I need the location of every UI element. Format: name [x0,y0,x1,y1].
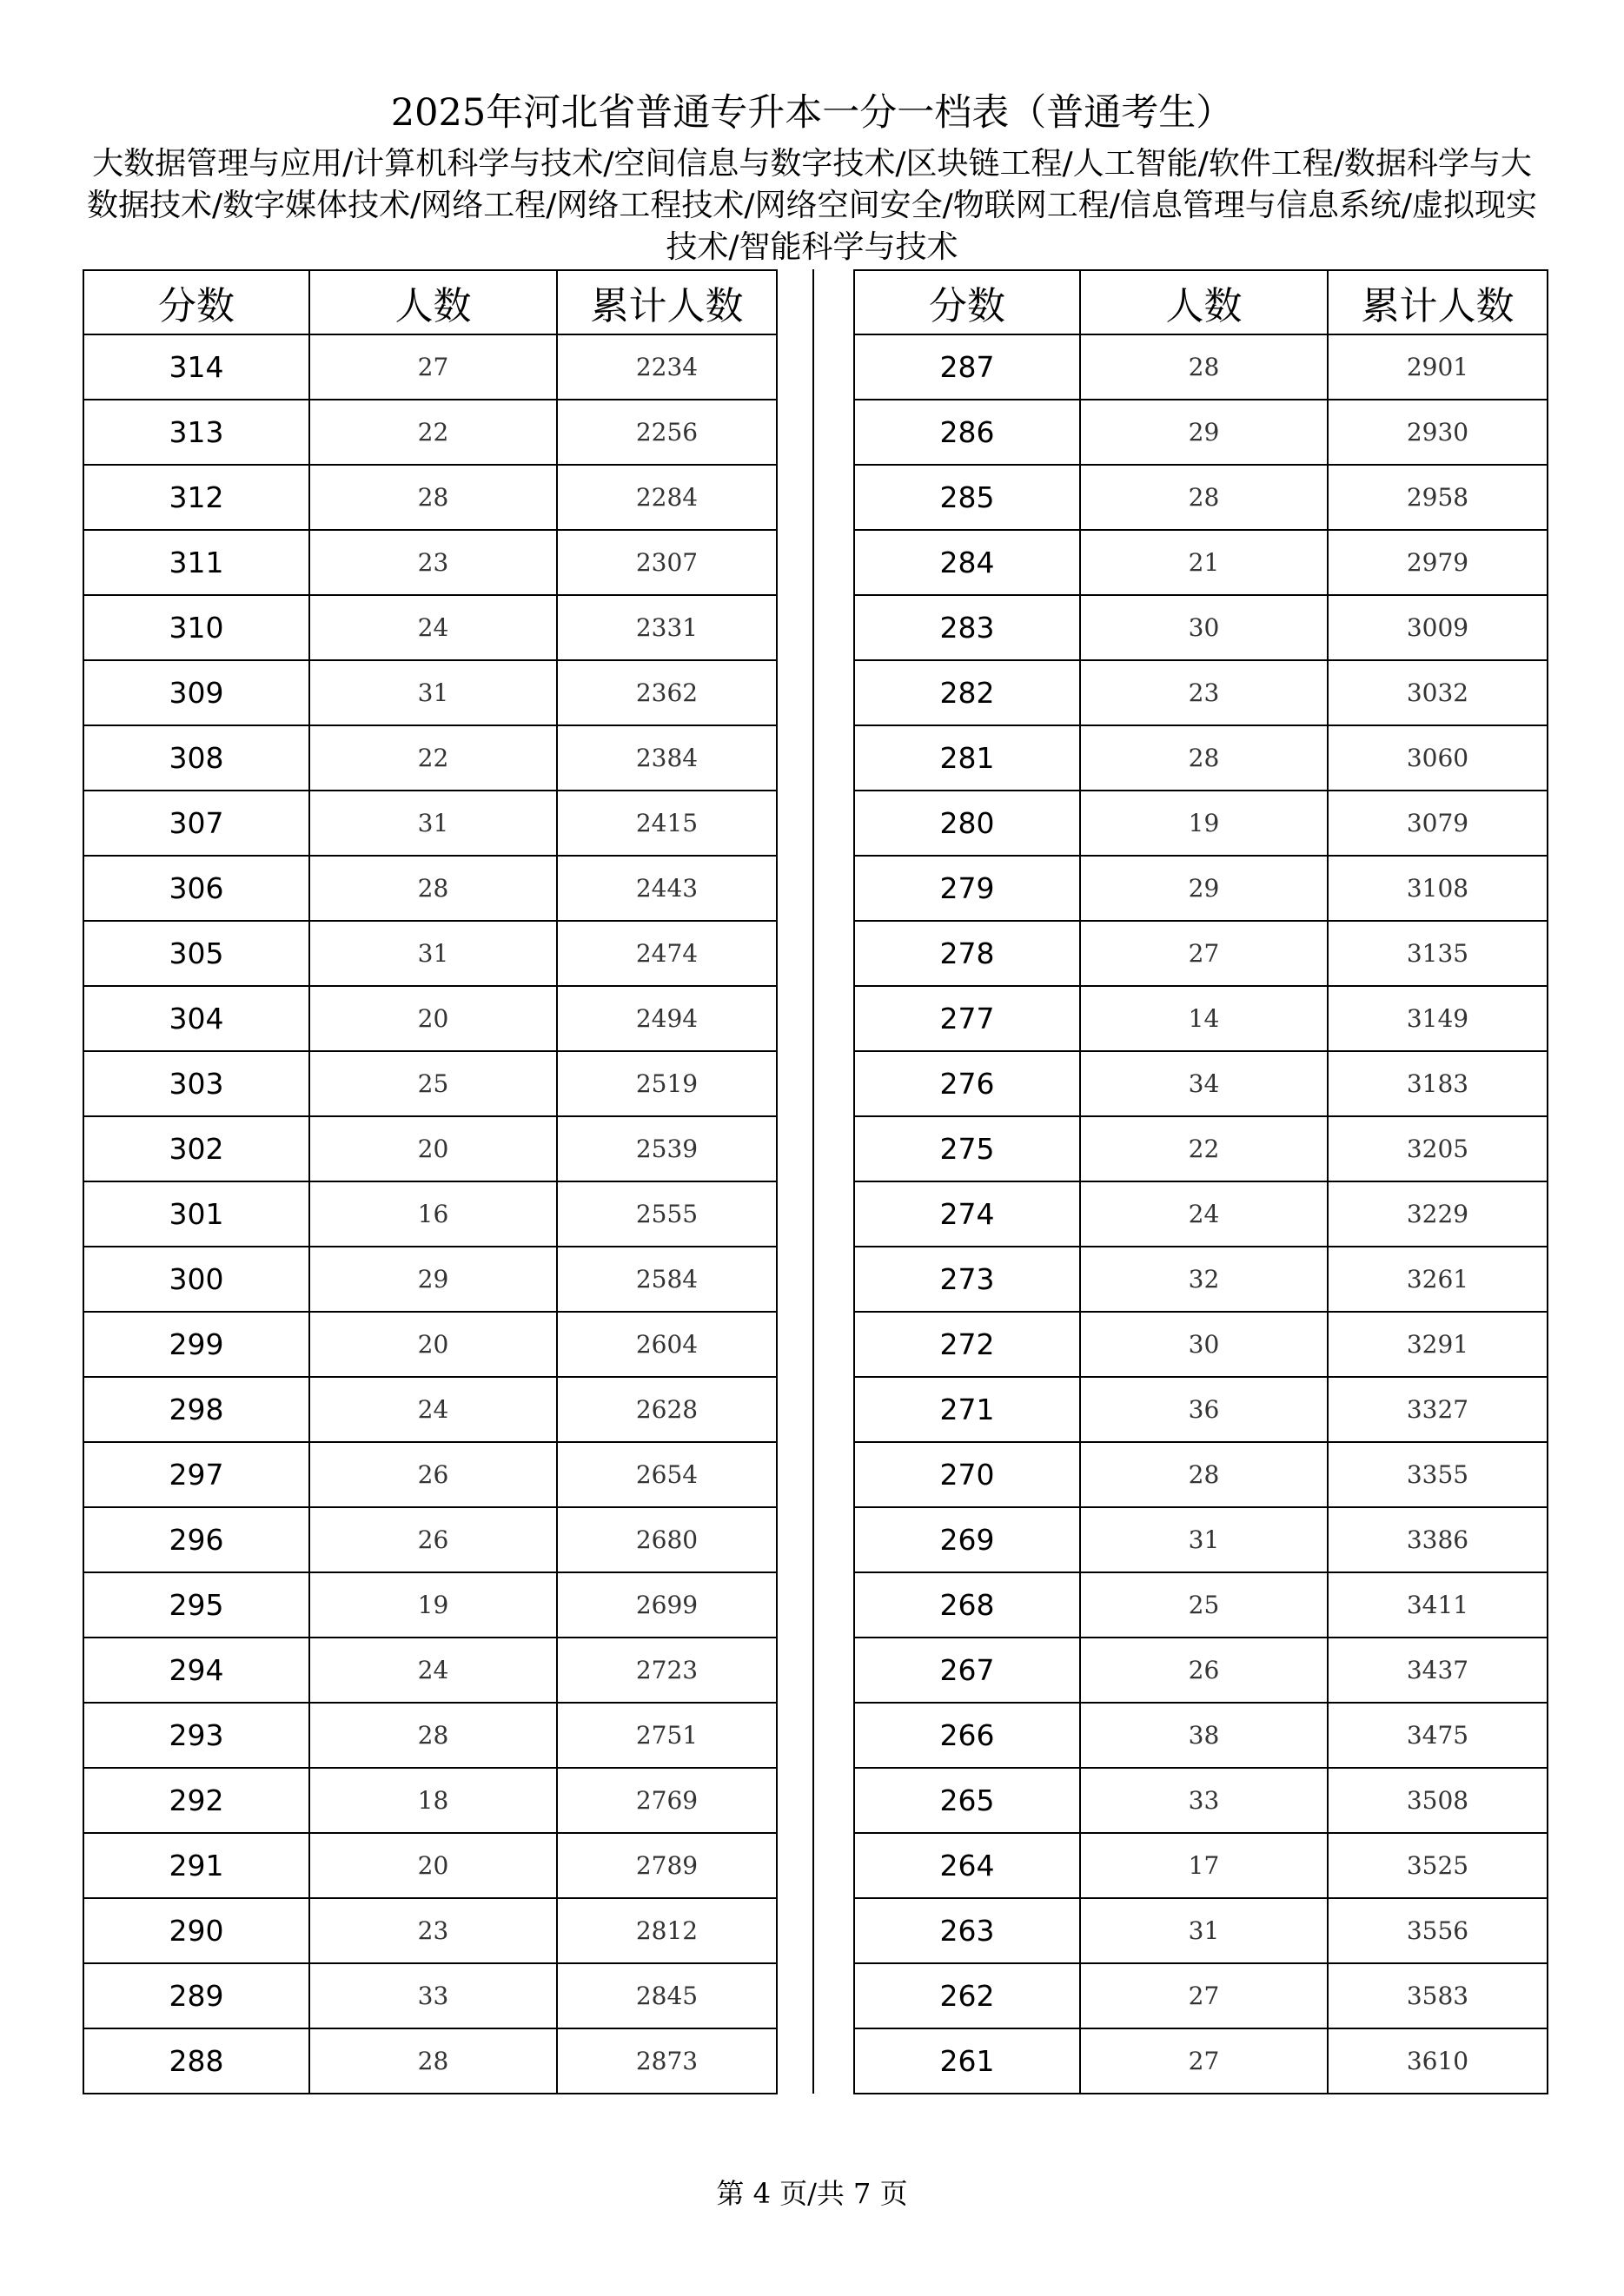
cumulative-cell: 2555 [557,1181,777,1247]
score-cell: 300 [83,1247,309,1312]
count-cell: 22 [309,725,557,791]
table-row [83,1833,777,1898]
cumulative-cell: 2443 [557,856,777,921]
count-cell: 26 [309,1442,557,1507]
table-row [83,465,777,530]
cumulative-cell: 3508 [1328,1768,1548,1833]
score-cell: 311 [83,530,309,595]
score-cell: 290 [83,1898,309,1963]
cumulative-cell: 2680 [557,1507,777,1572]
count-cell: 31 [309,660,557,725]
cumulative-cell: 2539 [557,1116,777,1181]
count-cell: 20 [309,986,557,1051]
cumulative-cell: 2769 [557,1768,777,1833]
cumulative-cell: 2362 [557,660,777,725]
table-header-row [854,270,1548,334]
table-row [854,1116,1548,1181]
cumulative-cell: 2584 [557,1247,777,1312]
cumulative-cell: 3229 [1328,1181,1548,1247]
score-cell: 276 [854,1051,1080,1116]
header-count: 人数 [1080,270,1328,334]
score-cell: 306 [83,856,309,921]
score-cell: 297 [83,1442,309,1507]
score-cell: 310 [83,595,309,660]
count-cell: 14 [1080,986,1328,1051]
cumulative-cell: 3556 [1328,1898,1548,1963]
count-cell: 20 [309,1312,557,1377]
count-cell: 28 [1080,1442,1328,1507]
score-cell: 288 [83,2028,309,2094]
count-cell: 26 [309,1507,557,1572]
table-header-row [83,270,777,334]
count-cell: 30 [1080,1312,1328,1377]
cumulative-cell: 2812 [557,1898,777,1963]
count-cell: 29 [1080,856,1328,921]
table-row [83,1181,777,1247]
cumulative-cell: 2845 [557,1963,777,2028]
table-row [83,660,777,725]
page-number: 第 4 页/共 7 页 [716,2177,908,2210]
count-cell: 26 [1080,1638,1328,1703]
count-cell: 29 [309,1247,557,1312]
table-row [854,1312,1548,1377]
table-row [854,1638,1548,1703]
table-row [83,1051,777,1116]
header-score: 分数 [83,270,309,334]
score-cell: 305 [83,921,309,986]
page-title: 2025年河北省普通专升本一分一档表（普通考生） [390,91,1234,135]
count-cell: 16 [309,1181,557,1247]
table-row [83,986,777,1051]
table-row [83,921,777,986]
score-cell: 263 [854,1898,1080,1963]
table-row [83,1312,777,1377]
cumulative-cell: 2723 [557,1638,777,1703]
score-cell: 301 [83,1181,309,1247]
cumulative-cell: 3525 [1328,1833,1548,1898]
table-row [854,530,1548,595]
header-count: 人数 [309,270,557,334]
table-row [83,856,777,921]
table-row [854,1051,1548,1116]
score-cell: 286 [854,400,1080,465]
count-cell: 19 [309,1572,557,1638]
score-cell: 281 [854,725,1080,791]
count-cell: 24 [1080,1181,1328,1247]
count-cell: 22 [1080,1116,1328,1181]
major-list-subtitle: 大数据管理与应用/计算机科学与技术/空间信息与数字技术/区块链工程/人工智能/软件工程/数据科学与大数据技术/数字媒体技术/网络工程/网络工程技术/网络空间安全/物联网工程/信息管理与信息系统/虚拟现实技术/智能科学与技术 [87,146,1537,265]
header-cumulative: 累计人数 [1328,270,1548,334]
count-cell: 18 [309,1768,557,1833]
table-row [854,725,1548,791]
score-cell: 313 [83,400,309,465]
table-row [83,725,777,791]
table-row [854,334,1548,400]
count-cell: 23 [1080,660,1328,725]
score-cell: 307 [83,791,309,856]
cumulative-cell: 2234 [557,334,777,400]
score-cell: 293 [83,1703,309,1768]
cumulative-cell: 2789 [557,1833,777,1898]
cumulative-cell: 2494 [557,986,777,1051]
score-table-left-body [83,334,777,2094]
table-row [854,1703,1548,1768]
cumulative-cell: 3108 [1328,856,1548,921]
cumulative-cell: 2979 [1328,530,1548,595]
score-cell: 264 [854,1833,1080,1898]
table-row [854,400,1548,465]
score-cell: 277 [854,986,1080,1051]
table-row [83,2028,777,2094]
score-table-right [853,269,1548,2094]
cumulative-cell: 3411 [1328,1572,1548,1638]
count-cell: 19 [1080,791,1328,856]
score-cell: 294 [83,1638,309,1703]
table-row [83,1768,777,1833]
count-cell: 36 [1080,1377,1328,1442]
table-row [83,400,777,465]
table-row [854,660,1548,725]
header-score: 分数 [854,270,1080,334]
count-cell: 22 [309,400,557,465]
score-cell: 265 [854,1768,1080,1833]
cumulative-cell: 2474 [557,921,777,986]
count-cell: 20 [309,1116,557,1181]
score-table-left [83,269,778,2094]
table-row [83,1507,777,1572]
cumulative-cell: 3386 [1328,1507,1548,1572]
table-row [854,1181,1548,1247]
cumulative-cell: 2751 [557,1703,777,1768]
cumulative-cell: 3183 [1328,1051,1548,1116]
count-cell: 31 [1080,1507,1328,1572]
count-cell: 17 [1080,1833,1328,1898]
score-cell: 304 [83,986,309,1051]
table-row [83,1703,777,1768]
count-cell: 33 [309,1963,557,2028]
table-row [854,1833,1548,1898]
cumulative-cell: 3149 [1328,986,1548,1051]
cumulative-cell: 2384 [557,725,777,791]
count-cell: 28 [309,2028,557,2094]
count-cell: 28 [309,465,557,530]
table-row [854,1963,1548,2028]
score-cell: 272 [854,1312,1080,1377]
score-cell: 268 [854,1572,1080,1638]
count-cell: 24 [309,1638,557,1703]
score-cell: 266 [854,1703,1080,1768]
count-cell: 34 [1080,1051,1328,1116]
count-cell: 27 [1080,921,1328,986]
count-cell: 30 [1080,595,1328,660]
cumulative-cell: 2604 [557,1312,777,1377]
cumulative-cell: 2930 [1328,400,1548,465]
table-row [83,1898,777,1963]
cumulative-cell: 2873 [557,2028,777,2094]
score-cell: 296 [83,1507,309,1572]
cumulative-cell: 3135 [1328,921,1548,986]
count-cell: 25 [309,1051,557,1116]
cumulative-cell: 3355 [1328,1442,1548,1507]
count-cell: 28 [1080,725,1328,791]
table-row [83,530,777,595]
cumulative-cell: 2519 [557,1051,777,1116]
score-cell: 275 [854,1116,1080,1181]
count-cell: 29 [1080,400,1328,465]
count-cell: 24 [309,1377,557,1442]
cumulative-cell: 2256 [557,400,777,465]
count-cell: 31 [309,791,557,856]
score-cell: 312 [83,465,309,530]
table-row [83,1963,777,2028]
score-cell: 269 [854,1507,1080,1572]
score-cell: 280 [854,791,1080,856]
cumulative-cell: 3291 [1328,1312,1548,1377]
cumulative-cell: 2901 [1328,334,1548,400]
count-cell: 31 [1080,1898,1328,1963]
score-table-right-body [854,334,1548,2094]
count-cell: 27 [1080,2028,1328,2094]
table-row [83,1247,777,1312]
score-cell: 261 [854,2028,1080,2094]
table-row [854,1507,1548,1572]
score-cell: 303 [83,1051,309,1116]
count-cell: 28 [1080,465,1328,530]
count-cell: 32 [1080,1247,1328,1312]
score-cell: 262 [854,1963,1080,2028]
table-row [854,1377,1548,1442]
cumulative-cell: 3327 [1328,1377,1548,1442]
cumulative-cell: 3261 [1328,1247,1548,1312]
count-cell: 33 [1080,1768,1328,1833]
header-cumulative: 累计人数 [557,270,777,334]
table-row [854,791,1548,856]
table-row [83,595,777,660]
cumulative-cell: 3610 [1328,2028,1548,2094]
cumulative-cell: 2628 [557,1377,777,1442]
count-cell: 28 [309,856,557,921]
cumulative-cell: 2699 [557,1572,777,1638]
table-row [854,2028,1548,2094]
count-cell: 31 [309,921,557,986]
count-cell: 25 [1080,1572,1328,1638]
score-cell: 302 [83,1116,309,1181]
count-cell: 23 [309,1898,557,1963]
cumulative-cell: 2654 [557,1442,777,1507]
score-cell: 270 [854,1442,1080,1507]
cumulative-cell: 3437 [1328,1638,1548,1703]
table-row [854,1572,1548,1638]
table-row [83,1442,777,1507]
cumulative-cell: 3205 [1328,1116,1548,1181]
cumulative-cell: 3009 [1328,595,1548,660]
score-cell: 309 [83,660,309,725]
table-row [854,1442,1548,1507]
cumulative-cell: 2415 [557,791,777,856]
count-cell: 23 [309,530,557,595]
table-row [854,921,1548,986]
score-cell: 295 [83,1572,309,1638]
count-cell: 27 [1080,1963,1328,2028]
cumulative-cell: 3060 [1328,725,1548,791]
score-cell: 283 [854,595,1080,660]
table-row [83,1116,777,1181]
cumulative-cell: 3032 [1328,660,1548,725]
score-cell: 285 [854,465,1080,530]
table-row [854,856,1548,921]
table-row [854,1768,1548,1833]
count-cell: 28 [1080,334,1328,400]
cumulative-cell: 2331 [557,595,777,660]
cumulative-cell: 3079 [1328,791,1548,856]
score-cell: 291 [83,1833,309,1898]
score-cell: 274 [854,1181,1080,1247]
score-cell: 314 [83,334,309,400]
table-row [854,1898,1548,1963]
count-cell: 38 [1080,1703,1328,1768]
table-row [83,791,777,856]
score-cell: 284 [854,530,1080,595]
score-cell: 298 [83,1377,309,1442]
count-cell: 24 [309,595,557,660]
count-cell: 28 [309,1703,557,1768]
score-cell: 273 [854,1247,1080,1312]
table-row [854,986,1548,1051]
score-cell: 282 [854,660,1080,725]
score-cell: 267 [854,1638,1080,1703]
cumulative-cell: 3583 [1328,1963,1548,2028]
cumulative-cell: 2958 [1328,465,1548,530]
score-cell: 279 [854,856,1080,921]
table-row [83,1638,777,1703]
score-cell: 271 [854,1377,1080,1442]
table-row [854,1247,1548,1312]
cumulative-cell: 3475 [1328,1703,1548,1768]
count-cell: 27 [309,334,557,400]
cumulative-cell: 2284 [557,465,777,530]
score-cell: 278 [854,921,1080,986]
count-cell: 20 [309,1833,557,1898]
score-cell: 292 [83,1768,309,1833]
count-cell: 21 [1080,530,1328,595]
table-row [83,1377,777,1442]
column-divider [812,269,814,2094]
table-row [83,334,777,400]
score-cell: 308 [83,725,309,791]
table-row [854,465,1548,530]
score-cell: 299 [83,1312,309,1377]
table-row [854,595,1548,660]
score-cell: 287 [854,334,1080,400]
cumulative-cell: 2307 [557,530,777,595]
table-row [83,1572,777,1638]
score-cell: 289 [83,1963,309,2028]
